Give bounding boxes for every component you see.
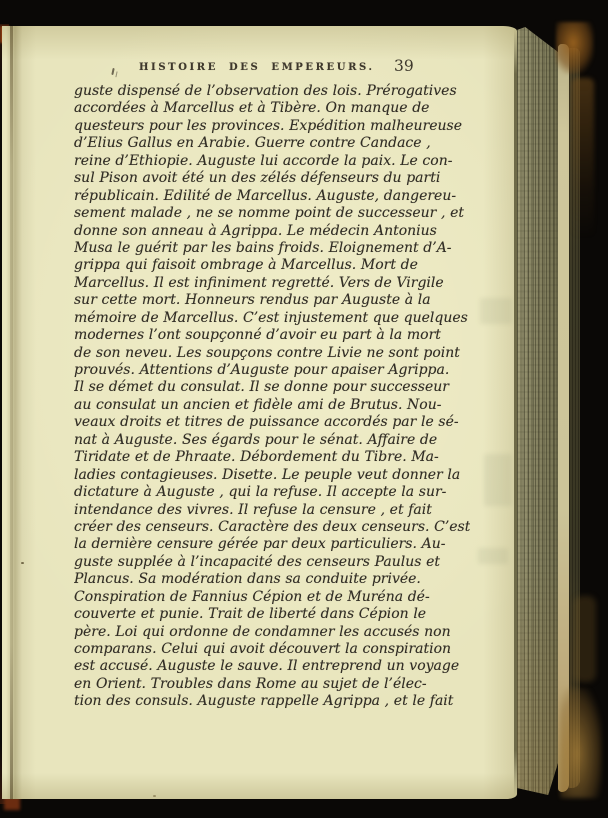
text-line: comparans. Celui qui avoit découvert la conspiration: [74, 641, 452, 657]
foxing-specks: [21, 562, 24, 564]
text-line: Conspiration de Fannius Cépion et de Muréna dé-: [74, 588, 430, 605]
text-line: intendance des vivres. Il refuse la censure , et fait: [74, 501, 432, 518]
text-line: père. Loi qui ordonne de condamner les accusés non: [74, 623, 451, 640]
text-line: républicain. Edilité de Marcellus. Auguste, dangereu-: [74, 187, 457, 204]
leather-patch-bottom-right: [560, 688, 602, 798]
text-line: sur cette mort. Honneurs rendus par Auguste à la: [74, 292, 431, 309]
show-through-mark: [478, 548, 508, 564]
endpaper-edge-strip: [558, 44, 569, 792]
fore-edge-warm-tint: [517, 560, 558, 795]
text-line: guste supplée à l’incapacité des censeurs Paulus et: [74, 553, 440, 570]
leather-patch-top-right: [556, 22, 594, 74]
text-line: grippa qui faisoit ombrage à Marcellus. Mort de: [74, 257, 418, 274]
text-line: la dernière censure gérée par deux particuliers. Au-: [74, 536, 446, 553]
text-line: en Orient. Troubles dans Rome au sujet de l’élec-: [74, 675, 427, 692]
running-header: HISTOIRE DES EMPEREURS.: [139, 62, 375, 73]
text-line: questeurs pour les provinces. Expédition malheureuse: [74, 117, 463, 134]
text-line: Il se démet du consulat. Il se donne pour successeur: [74, 379, 449, 396]
text-line: accordées à Marcellus et à Tibère. On manque de: [74, 100, 430, 117]
text-line: ladies contagieuses. Disette. Le peuple veut donner la: [74, 466, 461, 483]
text-line: donne son anneau à Agrippa. Le médecin Antonius: [74, 222, 437, 239]
text-line: Marcellus. Il est infiniment regretté. Vers de Virgile: [74, 274, 444, 291]
text-line: guste dispensé de l’observation des lois. Prérogatives: [74, 83, 457, 99]
text-line: couverte et punie. Trait de liberté dans Cépion le: [74, 606, 427, 623]
text-line: Plancus. Sa modération dans sa conduite privée.: [74, 571, 421, 588]
show-through-mark: [480, 298, 512, 324]
text-line: est accusé. Auguste le sauve. Il entreprend un voyage: [74, 658, 460, 675]
leather-patch-lower-right: [574, 596, 596, 682]
page-number: 39: [394, 57, 414, 75]
ink-stray-mark: [111, 68, 114, 75]
show-through-mark: [484, 454, 512, 506]
text-line: reine d’Ethiopie. Auguste lui accorde la paix. Le con-: [74, 152, 453, 169]
text-line: Musa le guérit par les bains froids. Eloignement d’A-: [74, 239, 452, 256]
text-line: d’Elius Gallus en Arabie. Guerre contre Candace ,: [74, 135, 431, 152]
leather-patch-mid-right: [572, 78, 594, 238]
text-line: créer des censeurs. Caractère des deux censeurs. C’est: [74, 518, 470, 535]
text-line: nat à Auguste. Ses égards pour le sénat. Affaire de: [74, 431, 438, 448]
gutter-shadow: [6, 26, 36, 799]
book-page: [2, 26, 517, 799]
text-line: Tiridate et de Phraate. Débordement du Tibre. Ma-: [74, 449, 439, 466]
text-line: sul Pison avoit été un des zélés défenseurs du parti: [74, 170, 441, 187]
page-text-block: [74, 83, 470, 711]
text-line: mémoire de Marcellus. C’est injustement que quelques: [74, 309, 468, 326]
text-line: prouvés. Attentions d’Auguste pour apaiser Agrippa.: [74, 362, 450, 378]
text-line: veaux droits et titres de puissance accordés par le sé-: [74, 414, 459, 431]
text-line: modernes l’ont soupçonné d’avoir eu part à la mort: [74, 327, 441, 344]
text-line: tion des consuls. Auguste rappelle Agrippa , et le fait: [74, 693, 454, 710]
text-line: de son neveu. Les soupçons contre Livie ne sont point: [74, 344, 460, 361]
text-line: au consulat un ancien et fidèle ami de Brutus. Nou-: [74, 396, 442, 413]
text-line: sement malade , ne se nomme point de successeur , et: [74, 205, 465, 222]
text-line: dictature à Auguste , qui la refuse. Il accepte la sur-: [74, 484, 447, 501]
